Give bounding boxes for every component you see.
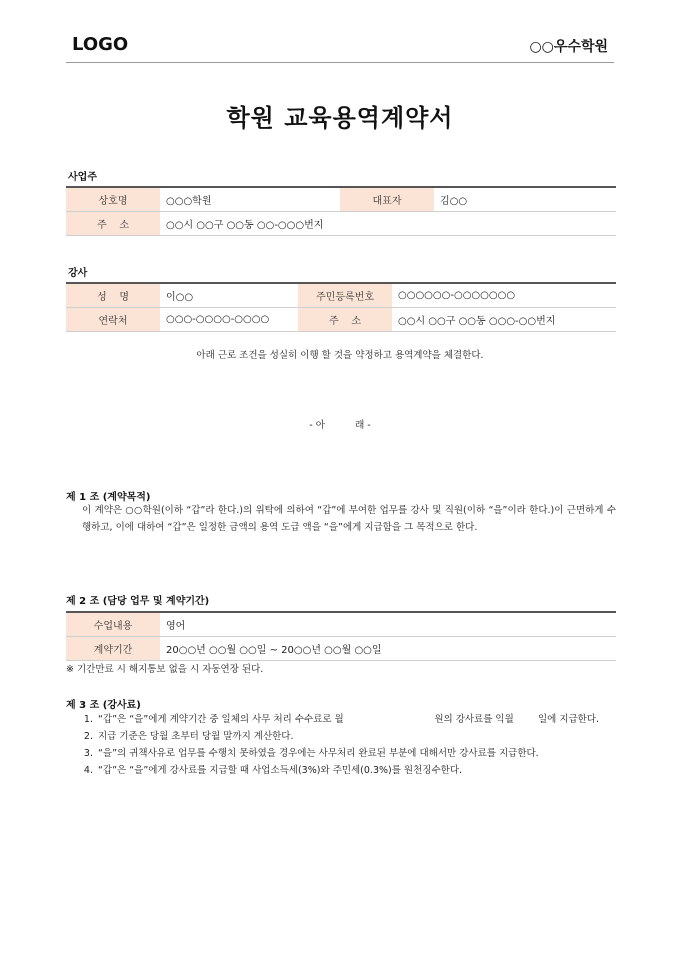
business-name-value: ○○○학원 <box>160 187 340 211</box>
representative-value: 김○○ <box>434 187 616 211</box>
contract-terms-table <box>66 611 616 661</box>
instructor-section-label: 강사 <box>68 268 88 279</box>
article2-title: 제 2 조 (담당 업무 및 계약기간) <box>66 596 210 607</box>
below-heading: - 아 래 - <box>309 420 371 431</box>
representative-label: 대표자 <box>340 187 434 211</box>
table-row <box>66 307 616 331</box>
class-content-value: 영어 <box>160 612 616 636</box>
agreement-statement: 아래 근로 조건을 성실히 이행 할 것을 약정하고 용역계약을 체결한다. <box>196 350 484 361</box>
instructor-name-label: 성 명 <box>66 283 160 307</box>
table-row <box>66 187 616 211</box>
table-row <box>66 612 616 636</box>
fee-clauses <box>82 711 630 779</box>
contract-period-label: 계약기간 <box>66 636 160 660</box>
article3-title: 제 3 조 (강사료) <box>66 700 141 711</box>
list-item: 3. “을”의 귀책사유로 업무를 수행치 못하였을 경우에는 사무처리 완료된 부분에 대해서만 강사료를 지급한다. <box>96 745 630 762</box>
employer-address-value: ○○시 ○○구 ○○동 ○○-○○○번지 <box>160 211 616 235</box>
instructor-address-label: 주 소 <box>298 307 392 331</box>
instructor-address-value: ○○시 ○○구 ○○동 ○○○-○○번지 <box>392 307 616 331</box>
page-header <box>66 30 614 63</box>
list-item: 1. “갑”은 “을”에게 계약기간 중 일체의 사무 처리 수수료로 월 원의 강사료를 익월 일에 지급한다. <box>96 711 630 728</box>
contract-period-value: 20○○년 ○○월 ○○일 ~ 20○○년 ○○월 ○○일 <box>160 636 616 660</box>
article1-body: 이 계약은 ○○학원(이하 “갑”라 한다.)의 위탁에 의하여 “갑”에 부여한 업무를 강사 및 직원(이하 “을”이라 한다.)이 근면하게 수행하고, 이에 대하여 “갑”은 일정한 금액의 용역 도급 액을 “을”에게 지급함을 그 목적으로 한다. <box>82 505 616 533</box>
auto-renewal-note: ※ 기간만료 시 해지통보 없을 시 자동연장 된다. <box>66 664 264 675</box>
contact-value: ○○○-○○○○-○○○○ <box>160 307 298 331</box>
employer-address-label: 주 소 <box>66 211 160 235</box>
employer-table <box>66 186 616 236</box>
table-row <box>66 211 616 235</box>
article1-title: 제 1 조 (계약목적) <box>66 492 151 503</box>
business-name-label: 상호명 <box>66 187 160 211</box>
logo: LOGO <box>72 34 129 55</box>
table-row <box>66 636 616 660</box>
instructor-name-value: 이○○ <box>160 283 298 307</box>
table-row <box>66 283 616 307</box>
instructor-table <box>66 282 616 332</box>
resident-number-label: 주민등록번호 <box>298 283 392 307</box>
contact-label: 연락처 <box>66 307 160 331</box>
list-item: 4. “갑”은 “을”에게 강사료를 지급할 때 사업소득세(3%)와 주민세(0.3%)를 원천징수한다. <box>96 762 630 779</box>
resident-number-value: ○○○○○○-○○○○○○○ <box>392 283 616 307</box>
employer-section-label: 사업주 <box>68 172 97 183</box>
class-content-label: 수업내용 <box>66 612 160 636</box>
document-title: 학원 교육용역계약서 <box>226 104 454 132</box>
list-item: 2. 지급 기준은 당월 초부터 당월 말까지 계산한다. <box>96 728 630 745</box>
organization-name: ○○우수학원 <box>529 39 608 55</box>
